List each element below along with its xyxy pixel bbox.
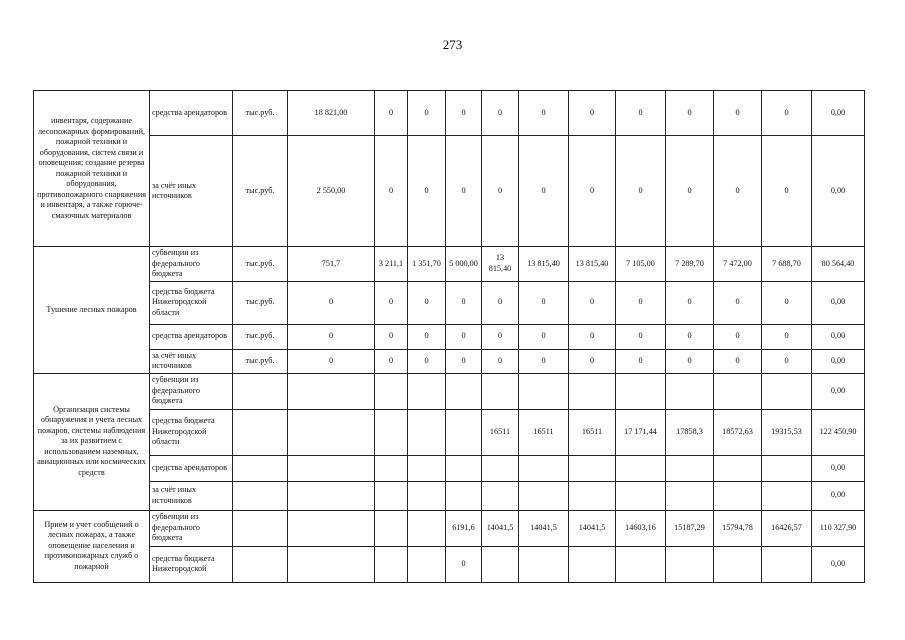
source-cell: средства бюджета Нижегородской области — [150, 409, 233, 455]
value-cell: 0 — [714, 91, 762, 136]
total-cell: 0,00 — [812, 136, 865, 247]
value-cell: 0 — [408, 349, 446, 373]
source-cell: средства арендаторов — [150, 455, 233, 481]
value-cell: 0 — [569, 349, 616, 373]
value-cell — [375, 481, 408, 510]
total-cell: 0,00 — [812, 349, 865, 373]
financing-table — [33, 90, 865, 583]
value-cell: 0 — [482, 281, 519, 324]
value-cell — [482, 546, 519, 582]
table-row — [34, 546, 865, 582]
value-cell — [482, 373, 519, 409]
value-cell: 0 — [616, 136, 666, 247]
source-cell: субвенции из федерального бюджета — [150, 373, 233, 409]
value-cell — [666, 546, 714, 582]
value-cell: 0 — [569, 281, 616, 324]
value-cell: 3 211,1 — [375, 247, 408, 282]
value-cell — [616, 546, 666, 582]
value-cell: 0 — [714, 281, 762, 324]
value-cell: 6191,6 — [446, 510, 482, 546]
value-cell: 0 — [408, 281, 446, 324]
source-cell: средства бюджета Нижегородской области — [150, 281, 233, 324]
value-cell: 0 — [714, 136, 762, 247]
value-cell — [446, 409, 482, 455]
activity-cell: Прием и учет сообщений о лесных пожарах, а также оповещение населения и противопожарных служб о пожарной — [34, 510, 150, 582]
value-cell — [375, 455, 408, 481]
source-cell: субвенции из федерального бюджета — [150, 247, 233, 282]
value-cell: 0 — [519, 136, 569, 247]
value-cell: 0 — [616, 324, 666, 349]
value-cell: 0 — [288, 349, 375, 373]
value-cell: 7 472,00 — [714, 247, 762, 282]
source-cell: субвенции из федерального бюджета — [150, 510, 233, 546]
value-cell: 0 — [519, 91, 569, 136]
value-cell: 0 — [666, 136, 714, 247]
value-cell: 0 — [519, 349, 569, 373]
value-cell — [519, 546, 569, 582]
unit-cell — [233, 455, 288, 481]
table-row — [34, 136, 865, 247]
table-row — [34, 510, 865, 546]
table-row — [34, 91, 865, 136]
value-cell — [569, 455, 616, 481]
unit-cell — [233, 546, 288, 582]
value-cell — [375, 546, 408, 582]
value-cell: 0 — [446, 281, 482, 324]
value-cell — [666, 455, 714, 481]
table-row — [34, 373, 865, 409]
value-cell: 17 171,44 — [616, 409, 666, 455]
value-cell: 0 — [288, 324, 375, 349]
value-cell — [762, 546, 812, 582]
value-cell: 0 — [569, 136, 616, 247]
value-cell — [408, 546, 446, 582]
value-cell — [666, 481, 714, 510]
source-cell: средства бюджета Нижегородской — [150, 546, 233, 582]
value-cell: 0 — [714, 349, 762, 373]
value-cell: 13 815,40 — [519, 247, 569, 282]
value-cell — [375, 409, 408, 455]
table-row — [34, 481, 865, 510]
value-cell: 0 — [375, 281, 408, 324]
value-cell: 0 — [375, 349, 408, 373]
value-cell — [446, 455, 482, 481]
value-cell — [288, 455, 375, 481]
value-cell — [569, 546, 616, 582]
page-number: 273 — [442, 37, 463, 52]
activity-cell: Организация системы обнаружения и учета лесных пожаров, системы наблюдения за их развитием с использованием наземных, авиационных или космических средств — [34, 373, 150, 510]
value-cell: 0 — [519, 324, 569, 349]
value-cell — [288, 510, 375, 546]
value-cell: 0 — [666, 91, 714, 136]
activity-cell: Тушение лесных пожаров — [34, 247, 150, 374]
value-cell: 0 — [375, 91, 408, 136]
value-cell: 14041,5 — [569, 510, 616, 546]
value-cell: 0 — [446, 91, 482, 136]
unit-cell: тыс.руб. — [233, 136, 288, 247]
value-cell — [482, 481, 519, 510]
value-cell — [446, 373, 482, 409]
value-cell: 18572,63 — [714, 409, 762, 455]
value-cell — [762, 373, 812, 409]
total-cell: 0,00 — [812, 373, 865, 409]
value-cell: 0 — [616, 91, 666, 136]
value-cell: 0 — [408, 91, 446, 136]
value-cell — [616, 481, 666, 510]
value-cell — [408, 481, 446, 510]
value-cell — [288, 546, 375, 582]
value-cell — [482, 455, 519, 481]
value-cell: 18 821,00 — [288, 91, 375, 136]
unit-cell: тыс.руб. — [233, 349, 288, 373]
table-row — [34, 409, 865, 455]
value-cell: 0 — [666, 349, 714, 373]
value-cell — [666, 373, 714, 409]
value-cell — [408, 510, 446, 546]
value-cell: 0 — [616, 349, 666, 373]
value-cell: 17858,3 — [666, 409, 714, 455]
total-cell: 0,00 — [812, 546, 865, 582]
value-cell — [714, 455, 762, 481]
value-cell — [408, 373, 446, 409]
value-cell — [288, 373, 375, 409]
value-cell: 0 — [666, 281, 714, 324]
value-cell: 14603,16 — [616, 510, 666, 546]
unit-cell: тыс.руб. — [233, 281, 288, 324]
value-cell — [714, 373, 762, 409]
value-cell: 0 — [446, 546, 482, 582]
total-cell: 110 327,90 — [812, 510, 865, 546]
value-cell: 0 — [375, 324, 408, 349]
table-row — [34, 349, 865, 373]
total-cell: 0,00 — [812, 481, 865, 510]
source-cell: за счёт иных источников — [150, 481, 233, 510]
source-cell: за счёт иных источников — [150, 349, 233, 373]
value-cell: 0 — [616, 281, 666, 324]
value-cell: 1 351,70 — [408, 247, 446, 282]
value-cell: 19315,53 — [762, 409, 812, 455]
value-cell: 0 — [569, 91, 616, 136]
value-cell: 16511 — [482, 409, 519, 455]
unit-cell — [233, 409, 288, 455]
value-cell: 0 — [446, 324, 482, 349]
value-cell — [375, 373, 408, 409]
value-cell: 0 — [288, 281, 375, 324]
value-cell: 0 — [446, 349, 482, 373]
total-cell: 0,00 — [812, 281, 865, 324]
value-cell: 7 105,00 — [616, 247, 666, 282]
value-cell — [446, 481, 482, 510]
value-cell: 16511 — [519, 409, 569, 455]
value-cell — [714, 481, 762, 510]
value-cell — [288, 481, 375, 510]
value-cell: 16426,57 — [762, 510, 812, 546]
value-cell — [519, 373, 569, 409]
total-cell: 0,00 — [812, 324, 865, 349]
value-cell: 15794,78 — [714, 510, 762, 546]
value-cell — [616, 373, 666, 409]
value-cell: 15187,29 — [666, 510, 714, 546]
table-row — [34, 281, 865, 324]
table-row — [34, 324, 865, 349]
value-cell — [714, 546, 762, 582]
value-cell — [762, 481, 812, 510]
value-cell — [762, 455, 812, 481]
table-row — [34, 247, 865, 282]
value-cell: 7 289,70 — [666, 247, 714, 282]
unit-cell: тыс.руб. — [233, 324, 288, 349]
source-cell: за счёт иных источников — [150, 136, 233, 247]
value-cell: 0 — [762, 324, 812, 349]
value-cell — [408, 409, 446, 455]
value-cell — [408, 455, 446, 481]
value-cell — [519, 481, 569, 510]
total-cell: 0,00 — [812, 455, 865, 481]
value-cell: 0 — [762, 281, 812, 324]
value-cell: 13 815,40 — [569, 247, 616, 282]
source-cell: средства арендаторов — [150, 324, 233, 349]
total-cell: 122 450,90 — [812, 409, 865, 455]
value-cell: 0 — [714, 324, 762, 349]
value-cell — [616, 455, 666, 481]
value-cell: 5 000,00 — [446, 247, 482, 282]
value-cell: 7 688,70 — [762, 247, 812, 282]
value-cell: 0 — [408, 136, 446, 247]
value-cell: 0 — [482, 349, 519, 373]
unit-cell — [233, 510, 288, 546]
value-cell: 0 — [482, 91, 519, 136]
total-cell: 80 564,40 — [812, 247, 865, 282]
value-cell: 16511 — [569, 409, 616, 455]
value-cell: 0 — [482, 324, 519, 349]
unit-cell — [233, 481, 288, 510]
table-row — [34, 455, 865, 481]
value-cell — [569, 481, 616, 510]
value-cell: 751,7 — [288, 247, 375, 282]
value-cell — [569, 373, 616, 409]
value-cell: 0 — [569, 324, 616, 349]
value-cell: 0 — [762, 136, 812, 247]
unit-cell — [233, 373, 288, 409]
value-cell: 13 815,40 — [482, 247, 519, 282]
value-cell: 0 — [446, 136, 482, 247]
total-cell: 0,00 — [812, 91, 865, 136]
source-cell: средства арендаторов — [150, 91, 233, 136]
unit-cell: тыс.руб. — [233, 247, 288, 282]
value-cell: 14041,5 — [519, 510, 569, 546]
value-cell: 0 — [762, 349, 812, 373]
unit-cell: тыс.руб. — [233, 91, 288, 136]
value-cell — [288, 409, 375, 455]
activity-cell: инвентаря, содержание лесопожарных формирований, пожарной техники и оборудования, систем связи и оповещения; создание резерва пожарной техники и оборудования, противопожарного снаряжения и инвентаря, а также горюче-смазочных материалов — [34, 91, 150, 247]
value-cell: 2 550,00 — [288, 136, 375, 247]
value-cell: 0 — [375, 136, 408, 247]
value-cell — [375, 510, 408, 546]
value-cell: 0 — [408, 324, 446, 349]
value-cell — [519, 455, 569, 481]
value-cell: 0 — [666, 324, 714, 349]
value-cell: 0 — [482, 136, 519, 247]
value-cell: 0 — [762, 91, 812, 136]
value-cell: 0 — [519, 281, 569, 324]
value-cell: 14041,5 — [482, 510, 519, 546]
